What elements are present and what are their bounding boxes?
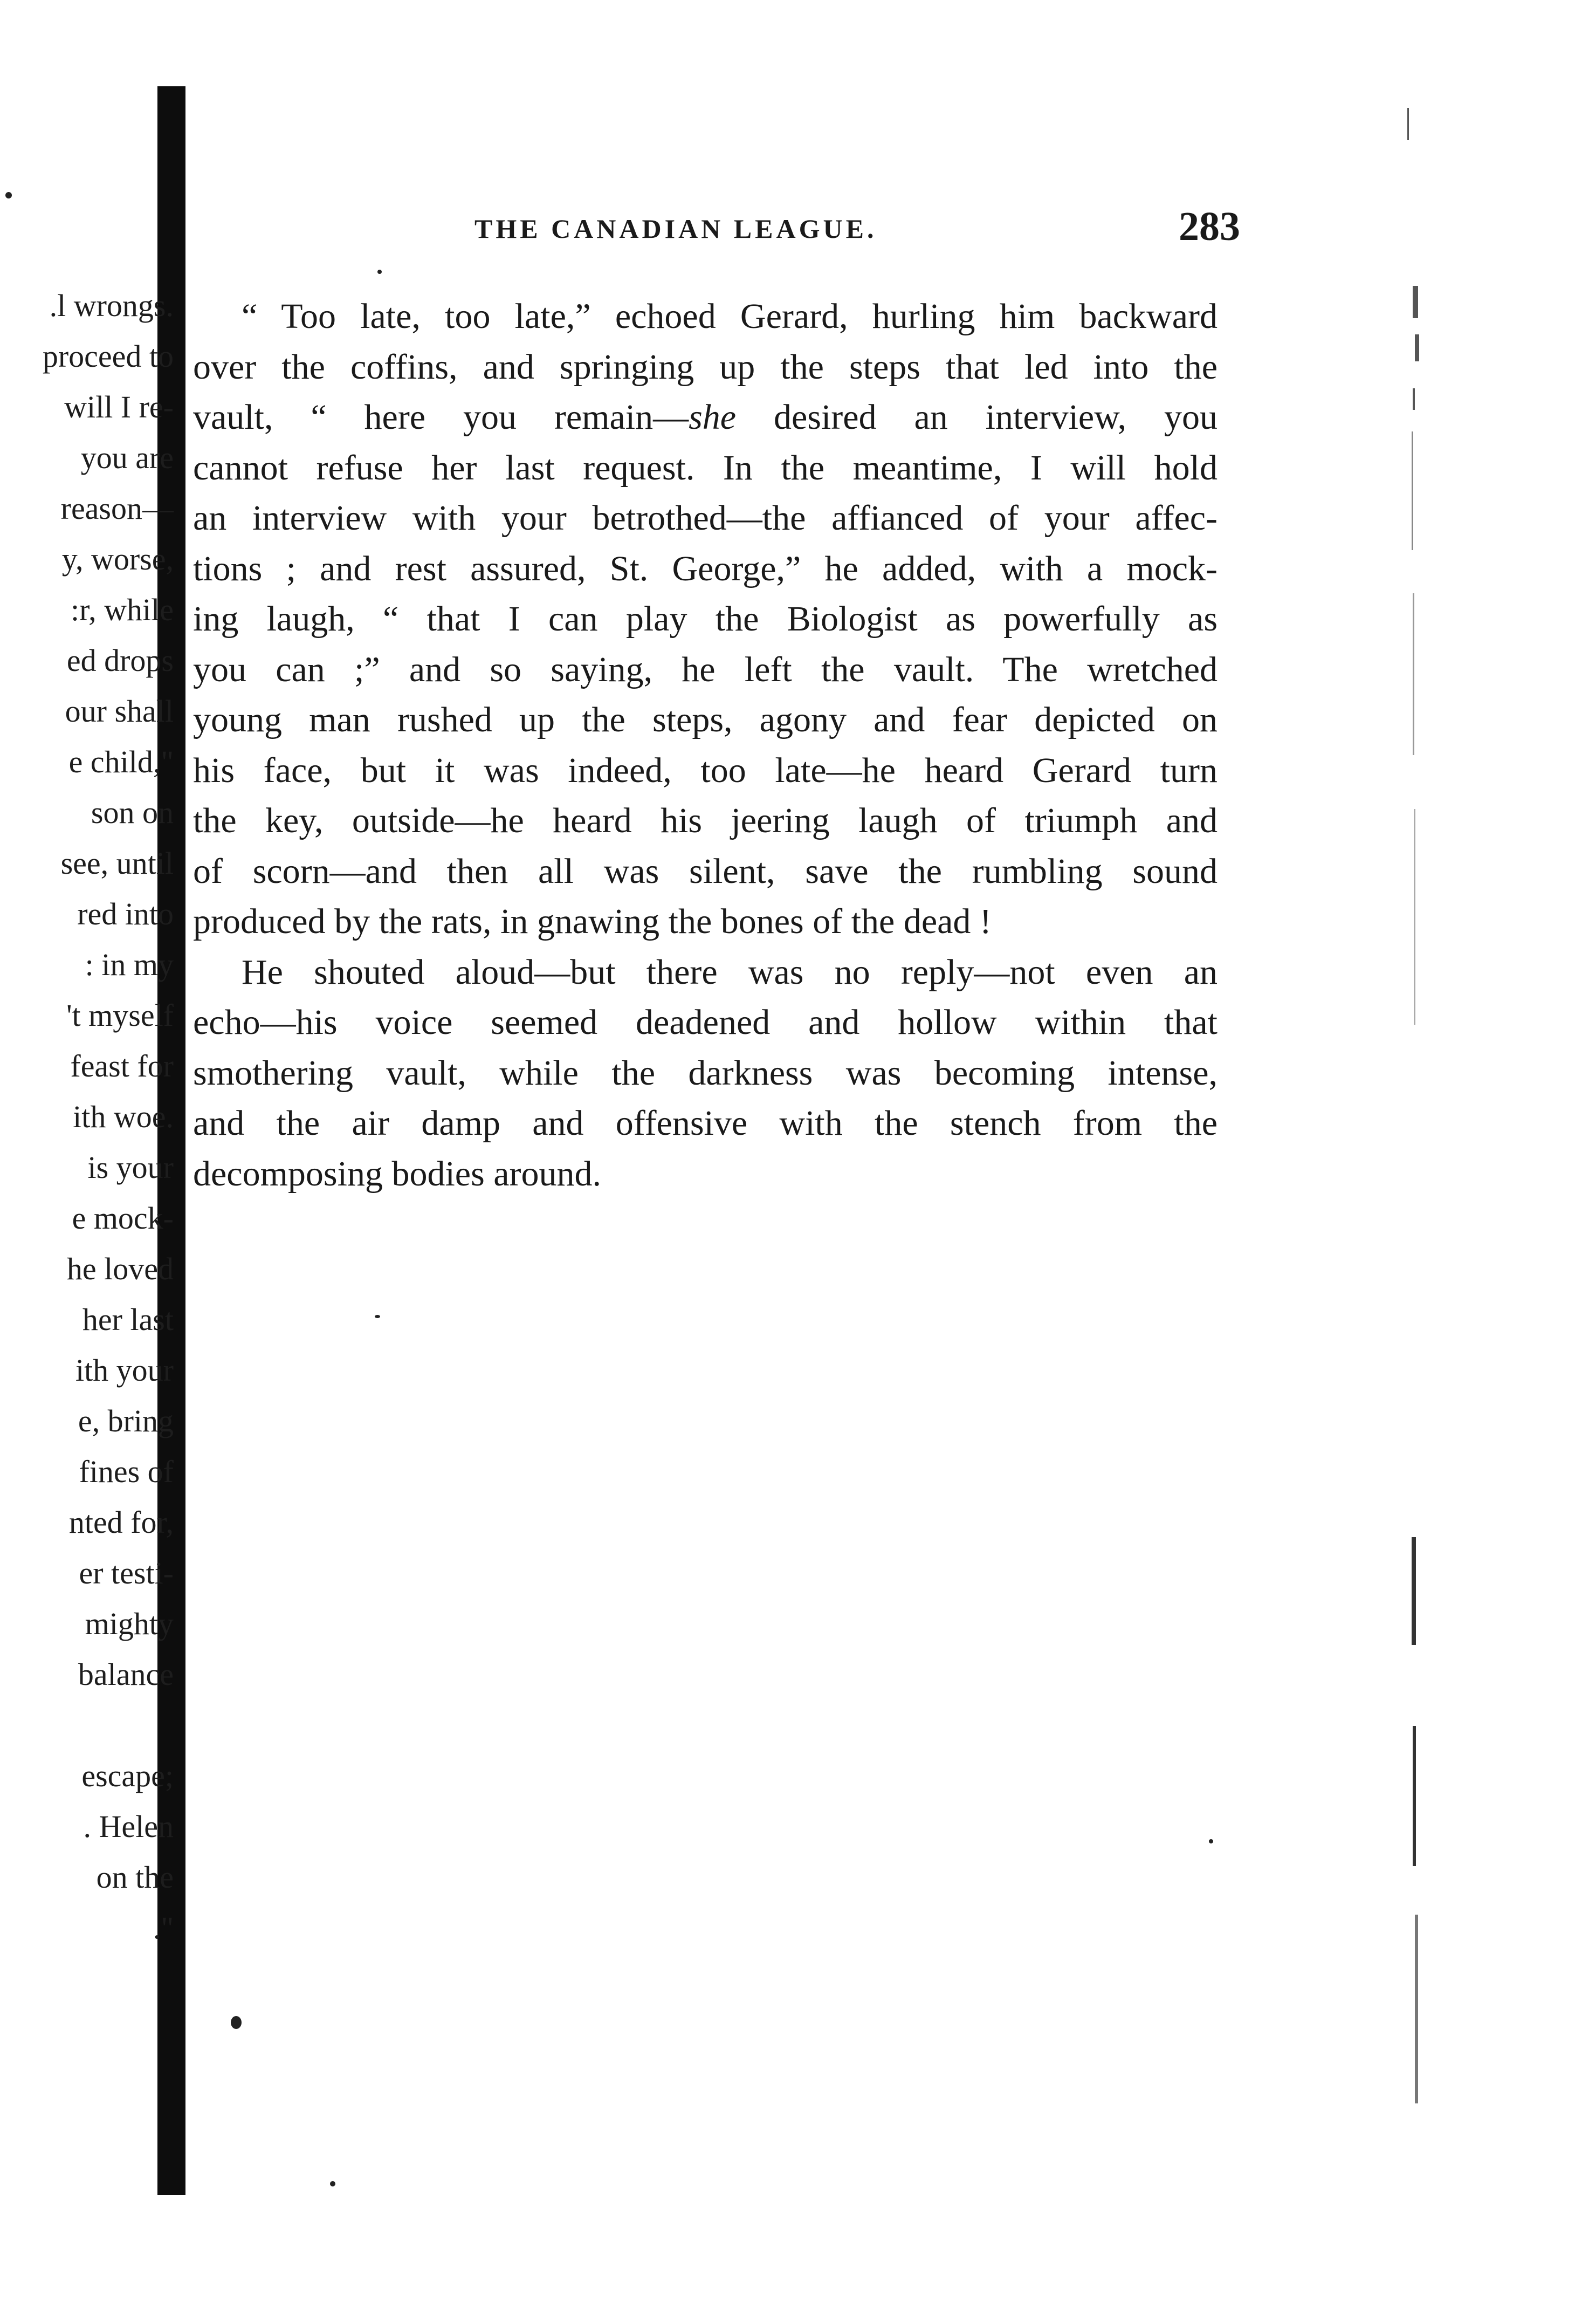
bleed-line: mighty xyxy=(85,1606,174,1641)
bleed-line: e child," xyxy=(68,744,174,779)
ink-speck xyxy=(330,2181,335,2186)
bleed-line: son on xyxy=(91,795,174,830)
bleed-line xyxy=(0,1700,178,1751)
text-line: “ Too late, too late,” echoed Gerard, hurling him backward xyxy=(242,297,1218,336)
bleed-line: e, bring xyxy=(78,1403,174,1438)
text-line: his face, but it was indeed, too late—he heard Gerard turn xyxy=(193,750,1218,790)
bleed-line: her last xyxy=(82,1302,174,1337)
ink-speck xyxy=(5,192,12,198)
text-line: vault, “ here you remain—she desired an interview, you xyxy=(193,397,1218,437)
bleed-line: : in my xyxy=(85,947,174,982)
bleed-line: .l wrongs. xyxy=(49,288,174,323)
bleed-line: on the xyxy=(96,1860,174,1895)
bleed-line: . Helen xyxy=(83,1809,174,1844)
bleed-line: 't myself xyxy=(66,998,174,1033)
right-edge-noise xyxy=(1391,108,1456,2211)
text-line: the key, outside—he heard his jeering laugh of triumph and xyxy=(193,801,1218,840)
text-line: decomposing bodies around. xyxy=(193,1154,602,1194)
bleed-line: :r, while xyxy=(71,592,174,627)
running-title: THE CANADIAN LEAGUE. xyxy=(474,214,877,244)
bleed-line: see, until xyxy=(60,846,174,881)
text-line: ing laugh, “ that I can play the Biologist as powerfully as xyxy=(193,599,1218,639)
bleed-line: fines of xyxy=(79,1454,174,1489)
text-line: cannot refuse her last request. In the meantime, I will hold xyxy=(193,448,1218,488)
bleed-line: reason— xyxy=(60,491,174,526)
text-line: tions ; and rest assured, St. George,” he added, with a mock- xyxy=(193,549,1218,588)
ink-speck xyxy=(377,270,382,274)
bleed-line: ith woe. xyxy=(73,1099,174,1134)
bleed-line: proceed to xyxy=(42,339,174,374)
text-line: young man rushed up the steps, agony and fear depicted on xyxy=(193,700,1218,739)
bleed-line: nted for, xyxy=(68,1505,174,1540)
ink-speck xyxy=(231,2016,242,2029)
text-line: over the coffins, and springing up the steps that led into the xyxy=(193,347,1218,387)
bleed-line: our shall xyxy=(65,694,174,729)
bleed-line: y, worse, xyxy=(61,541,174,577)
bleed-line: is your xyxy=(87,1150,174,1185)
text-line: smothering vault, while the darkness was becoming intense, xyxy=(193,1053,1218,1093)
body-text xyxy=(193,291,1218,1199)
bleed-line: you are xyxy=(80,440,174,475)
bleed-line: escape; xyxy=(81,1758,174,1793)
bleed-line: er testi- xyxy=(79,1555,174,1591)
text-line: and the air damp and offensive with the stench from the xyxy=(193,1103,1218,1143)
text-line: an interview with your betrothed—the affianced of your affec- xyxy=(193,498,1218,538)
bleed-line: e mock- xyxy=(72,1201,174,1236)
text-line: of scorn—and then all was silent, save the rumbling sound xyxy=(193,851,1218,891)
ink-speck xyxy=(1209,1839,1213,1843)
page-number: 283 xyxy=(1179,204,1240,249)
bleed-line: ." xyxy=(153,1910,174,1945)
text-line: produced by the rats, in gnawing the bones of the dead ! xyxy=(193,902,992,941)
bleed-line: he loved xyxy=(66,1251,174,1286)
bleed-line: ed drops xyxy=(66,643,174,678)
bleed-line: red into xyxy=(77,896,174,931)
text-line: you can ;” and so saying, he left the vault. The wretched xyxy=(193,649,1218,689)
ink-speck xyxy=(375,1315,380,1318)
previous-page-bleed-column xyxy=(0,280,178,1953)
text-line: He shouted aloud—but there was no reply—not even an xyxy=(242,952,1218,992)
bleed-line: feast for xyxy=(70,1048,174,1084)
bleed-line: ith your xyxy=(75,1353,174,1388)
bleed-line: will I re- xyxy=(64,389,174,424)
page-header xyxy=(194,204,1240,256)
bleed-line: balance xyxy=(78,1657,174,1692)
text-line: echo—his voice seemed deadened and hollow within that xyxy=(193,1003,1218,1042)
